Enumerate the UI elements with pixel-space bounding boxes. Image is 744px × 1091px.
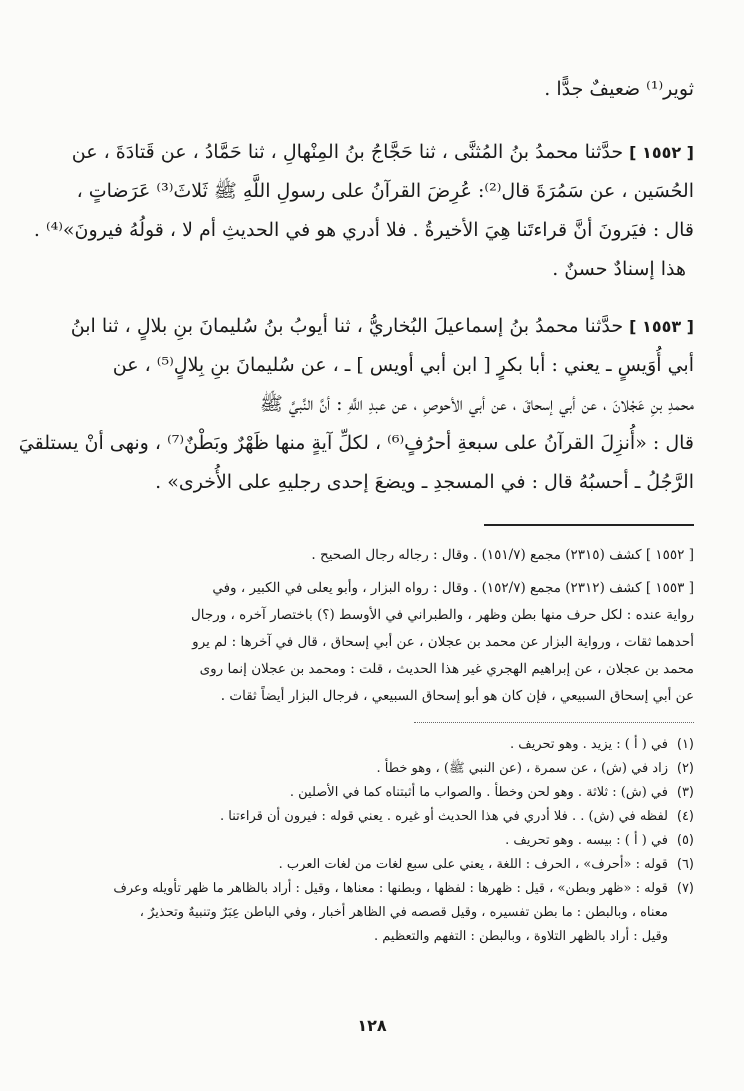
text-line: أبي أُوَيسٍ ـ يعني : أبا بكرٍ [ ابن أبي أويس ] ـ ، عن سُليمانَ بنِ بِلالٍ⁽⁵⁾ ، عن	[112, 354, 694, 376]
text-line: الرَّجُلُ ـ أحسبُهُ قال : في المسجدِ ـ ويضعَ إحدى رجليهِ على الأُخرى» .	[155, 471, 694, 493]
footnote	[56, 853, 694, 877]
footnote-text: في (ش) : ثلاثة . وهو لحن وخطأ . والصواب ما أثبتناه كما في الأصلين .	[289, 785, 668, 800]
separator-rule	[484, 524, 694, 526]
footnote-number: (٧)	[676, 881, 694, 896]
footnote-text: زاد في (ش) ، عن سمرة ، (عن النبي ﷺ) ، وهو خطأ .	[376, 761, 668, 776]
footnote	[56, 781, 694, 805]
text-line: قال : فيَرونَ أنَّ قراءتَنا هِيَ الأخيرةُ . فلا أدري هو في الحديثِ أم لا ، قولُهُ فيرونَ»⁽⁴⁾ .	[33, 219, 694, 241]
footnote-continuation	[56, 925, 694, 949]
footnote-text: معناه ، وبالبطن : ما بطن تفسيره ، وقيل قصصه في الظاهر أخبار ، وفي الباطن عِبَرٌ وتنبيهٌ وتحذيرٌ ،	[139, 905, 668, 920]
grading-note: هذا إسنادٌ حسنٌ .	[552, 258, 686, 280]
reference-1553-line: عن أبي إسحاق السبيعي ، فإن كان هو أبو إسحاق السبيعي ، فرجال البزار أيضاً ثقات .	[220, 688, 694, 704]
reference-1553-line: محمد بن عجلان ، عن إبراهيم الهجري غير هذا الحديث ، قلت : ومحمد بن عجلان إنما روى	[199, 661, 694, 677]
reference-1553-line: أحدهما ثقات ، ورواية البزار عن محمد بن عجلان ، عن أبي إسحاق ، قال في آخرها : لم يرو	[192, 634, 694, 650]
text-line	[56, 133, 694, 172]
footnote-text: قوله : «ظهر وبطن» ، قيل : ظهرها : لفظها ، وبطنها : معناها ، وقيل : أراد بالظاهر ما ظهر تأويله وعرف	[113, 881, 668, 896]
footnote	[56, 757, 694, 781]
hadith-number: [ ١٥٥٣ ]	[629, 317, 694, 336]
hadith-number: [ ١٥٥٢ ]	[629, 143, 694, 162]
footnote-number: (٥)	[676, 833, 694, 848]
text-line: الحُسَين ، عن سَمُرَةَ قال⁽²⁾: عُرِضَ القرآنُ على رسولِ اللَّهِ ﷺ ثَلاثَ⁽³⁾ عَرَضاتٍ ،	[76, 180, 694, 202]
footnote-number: (٢)	[676, 761, 694, 776]
hadith-1552	[33, 133, 694, 289]
main-text	[18, 70, 694, 502]
reference-1552: [ ١٥٥٢ ] كشف (٢٣١٥) مجمع (١٥١/٧) . وقال : رجاله رجال الصحيح .	[311, 547, 694, 563]
footnote	[56, 733, 694, 757]
footnote-number: (٣)	[676, 785, 694, 800]
text-line: محمدِ بنِ عَجْلانَ ، عن أبي إسحاقَ ، عن أبي الأحوصِ ، عن عبدِ اللَّهِ : أنَّ النَّبيَّ ﷺ	[259, 393, 694, 415]
footnote-continuation	[56, 901, 694, 925]
hadith-1553	[18, 307, 694, 502]
reference-1553-line: [ ١٥٥٣ ] كشف (٢٣١٢) مجمع (١٥٢/٧) . وقال : رواه البزار ، وأبو يعلى في الكبير ، وفي	[212, 580, 694, 596]
hadith-text: حدَّثنا محمدُ بنُ المُثنَّى ، ثنا حَجَّاجُ بنُ المِنْهالِ ، ثنا حَمَّادُ ، عن قَتادَةَ ، عن	[71, 141, 624, 163]
footnote-text: لفظه في (ش) . . فلا أدري في هذا الحديث أو غيره . يعني قوله : فيرون أن قراءتنا .	[219, 809, 668, 824]
references-block	[56, 542, 694, 710]
page-number: ١٢٨	[357, 1016, 387, 1035]
footnote-number: (١)	[676, 737, 694, 752]
footnotes	[56, 733, 694, 949]
footnote-text: في ( أ ) : يزيد . وهو تحريف .	[510, 737, 668, 752]
text-line	[56, 307, 694, 346]
footnote	[56, 877, 694, 901]
hadith-text: حدَّثنا محمدُ بنُ إسماعيلَ البُخاريُّ ، ثنا أيوبُ بنُ سُليمانَ بنِ بلالٍ ، ثنا ابنُ	[70, 315, 624, 337]
footnote-number: (٦)	[676, 857, 694, 872]
text-line: قال : «أُنزِلَ القرآنُ على سبعةِ أحرُفٍ⁽⁶⁾ ، لكلِّ آيةٍ منها ظَهْرٌ وبَطْنٌ⁽⁷⁾ ، ونهى أنْ يستلقيَ	[18, 432, 694, 454]
reference-1553-line: رواية عنده : لكل حرف منها بطن وظهر ، والطبراني في الأوسط (؟) باختصار آخره ، ورجال	[190, 607, 694, 623]
footnote-number: (٤)	[676, 809, 694, 824]
footnote-text: في ( أ ) : بيسه . وهو تحريف .	[505, 833, 668, 848]
dotted-separator	[414, 722, 694, 723]
footnote-text: قوله : «أحرف» ، الحرف : اللغة ، يعني على سبع لغات من لغات العرب .	[278, 857, 668, 872]
footnote	[56, 805, 694, 829]
footnote-text: وقيل : أراد بالظهر التلاوة ، وبالبطن : التفهم والتعظيم .	[374, 929, 668, 944]
footnote	[56, 829, 694, 853]
text-line: ثوير⁽¹⁾ ضعيفٌ جدًّا .	[544, 78, 694, 100]
